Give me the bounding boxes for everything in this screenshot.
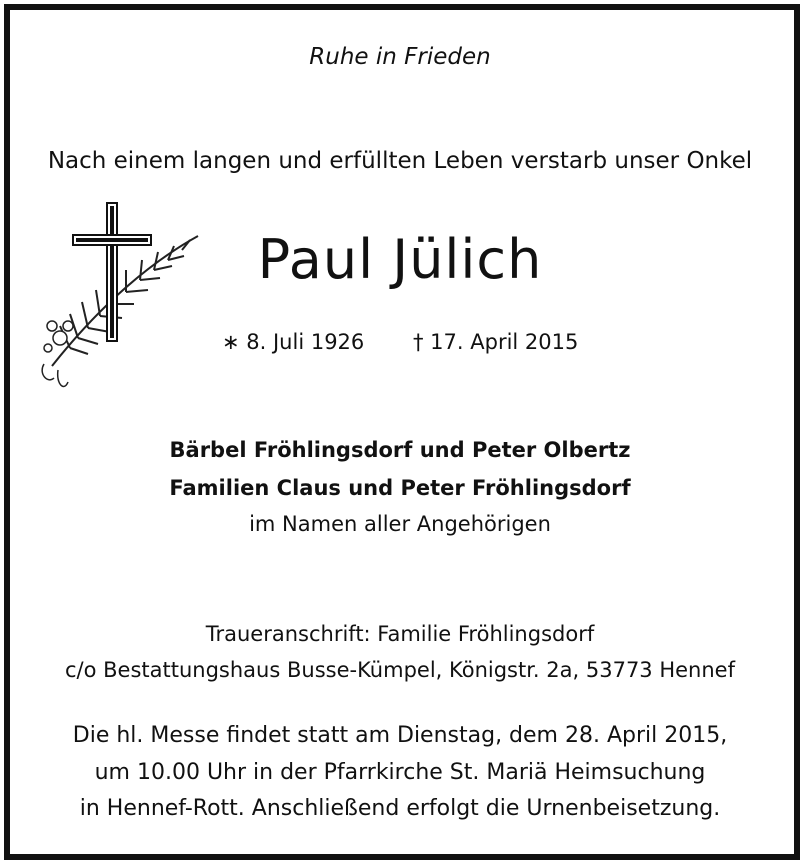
intro-text: Nach einem langen und erfüllten Leben verstarb unser Onkel <box>47 148 753 174</box>
mass-line-2: um 10.00 Uhr in der Pfarrkirche St. Mariä Heimsuchung <box>94 760 706 785</box>
mass-line-3: in Hennef-Rott. Anschließend erfolgt die Urnenbeisetzung. <box>79 796 721 821</box>
mourners-line-3: im Namen aller Angehörigen <box>249 512 551 536</box>
address-line-1: Traueranschrift: Familie Fröhlingsdorf <box>205 622 595 646</box>
mass-line-1: Die hl. Messe findet statt am Dienstag, dem 28. April 2015, <box>72 723 728 748</box>
birth-date: ∗ 8. Juli 1926 <box>222 330 365 354</box>
death-date: † 17. April 2015 <box>413 330 579 354</box>
deceased-name: Paul Jülich <box>257 228 543 291</box>
motto: Ruhe in Frieden <box>309 44 491 70</box>
mourners-line-2: Familien Claus und Peter Fröhlingsdorf <box>169 476 631 500</box>
address-line-2: c/o Bestattungshaus Busse-Kümpel, Königstr. 2a, 53773 Hennef <box>65 658 735 682</box>
mourners-line-1: Bärbel Fröhlingsdorf und Peter Olbertz <box>169 438 631 462</box>
